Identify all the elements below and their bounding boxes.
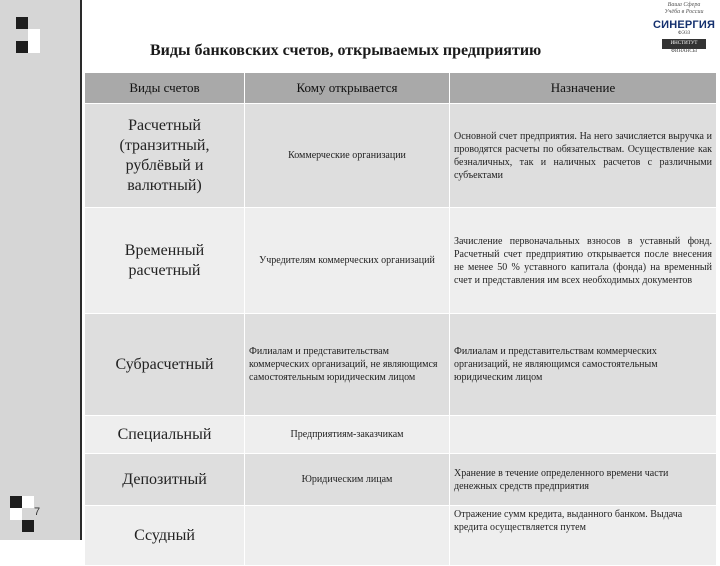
decor-square — [22, 496, 34, 508]
decor-square — [28, 29, 40, 41]
decor-square — [22, 520, 34, 532]
purpose-cell — [450, 416, 717, 454]
account-type-cell: Расчетный (транзитный, рублёвый и валютный) — [85, 104, 245, 208]
purpose-cell: Филиалам и представительствам коммерческих организаций, не являющимся самостоятельным юридическим лицом — [450, 314, 717, 416]
recipient-cell: Коммерческие организации — [245, 104, 450, 208]
decor-square — [10, 508, 22, 520]
slide-title: Виды банковских счетов, открываемых предприятию — [150, 42, 542, 59]
account-type-cell: Субрасчетный — [85, 314, 245, 416]
table-row — [85, 416, 717, 454]
purpose-cell: Отражение сумм кредита, выданного банком. Выдача кредита осуществляется путем — [450, 506, 717, 566]
recipient-cell: Филиалам и представительствам коммерческих организаций, не являющимся самостоятельным юридическим лицом — [245, 314, 450, 416]
table-header-row — [85, 73, 717, 104]
account-type-cell: Специальный — [85, 416, 245, 454]
table-row — [85, 454, 717, 506]
purpose-cell: Основной счет предприятия. На него зачисляется выручка и проводятся расчеты по обязательствам. Осуществление как безналичных, так и наличных расчетов с различными субъектами — [450, 104, 717, 208]
recipient-cell: Юридическим лицам — [245, 454, 450, 506]
logo-sub: ФИНАНСЫ — [670, 49, 698, 54]
account-type-cell: Депозитный — [85, 454, 245, 506]
column-header-whom: Кому открывается — [245, 73, 450, 104]
logo-sub: ФЭЗЗ — [677, 31, 691, 36]
table-row — [85, 314, 717, 416]
table-row — [85, 104, 717, 208]
purpose-cell: Хранение в течение определенного времени части денежных средств предприятия — [450, 454, 717, 506]
page-number: 7 — [34, 506, 41, 518]
column-header-type: Виды счетов — [85, 73, 245, 104]
account-type-cell: Временный расчетный — [85, 208, 245, 314]
decor-square — [10, 496, 22, 508]
recipient-cell: Учредителям коммерческих организаций — [245, 208, 450, 314]
logo-script: Ваша Сфера — [667, 2, 701, 8]
recipient-cell — [245, 506, 450, 566]
logo — [652, 2, 716, 74]
logo-script: Учёба в России — [664, 9, 704, 15]
decor-square — [28, 41, 40, 53]
left-sidebar-decoration — [0, 0, 82, 540]
logo-box: ИНСТИТУТ — [662, 39, 706, 49]
accounts-table — [84, 72, 717, 566]
decor-square — [16, 17, 28, 29]
table-row — [85, 208, 717, 314]
recipient-cell: Предприятиям-заказчикам — [245, 416, 450, 454]
purpose-cell: Зачисление первоначальных взносов в уставный фонд. Расчетный счет предприятию открывается после внесения не менее 50 % уставного капитала (фонда) на временный счет и представления им всех необходимых документов — [450, 208, 717, 314]
table-row — [85, 506, 717, 566]
account-type-cell: Ссудный — [85, 506, 245, 566]
logo-brand: СИНЕРГИЯ — [652, 19, 716, 31]
decor-square — [16, 41, 28, 53]
column-header-purpose: Назначение — [450, 73, 717, 104]
